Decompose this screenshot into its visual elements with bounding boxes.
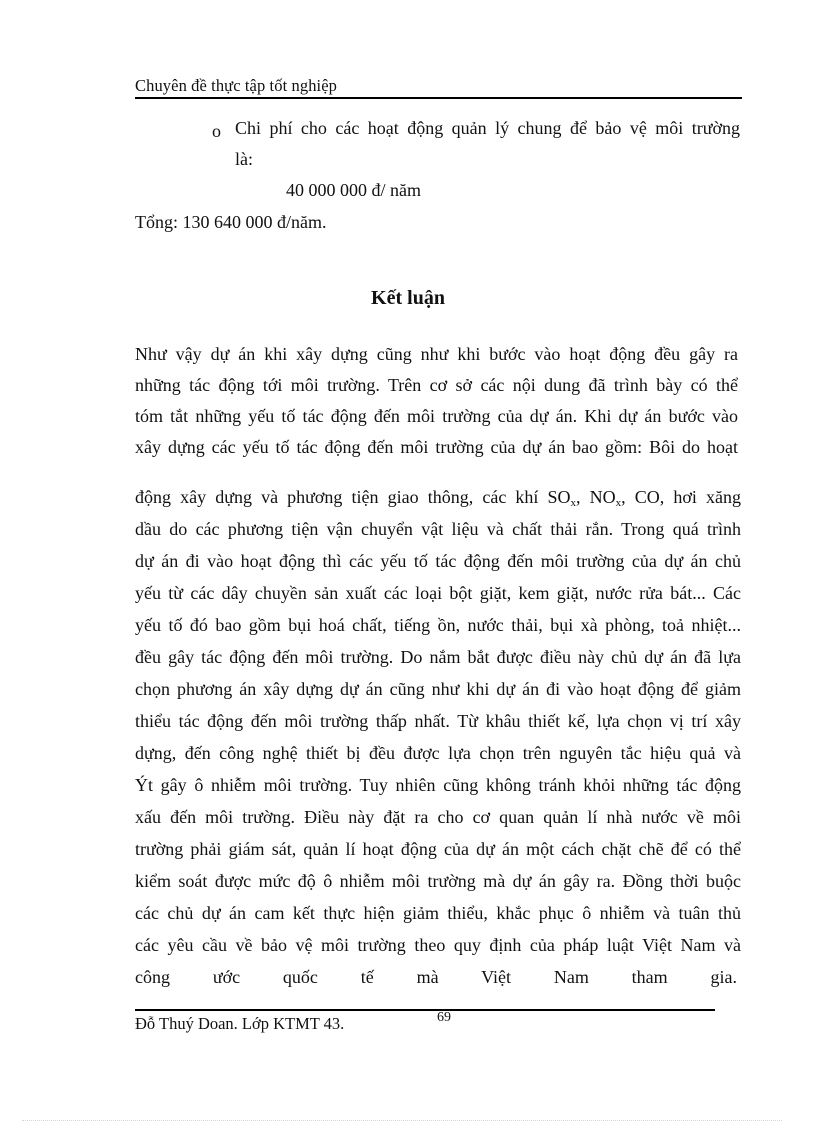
paragraph-line: trường phải giám sát, quản lí hoạt động của dự án một cách chặt chẽ để có thể: [135, 839, 741, 859]
running-header: Chuyên đề thực tập tốt nghiệp: [135, 76, 338, 95]
cost-item-line-1: Chi phí cho các hoạt động quản lý chung để bảo vệ môi trường: [235, 118, 740, 138]
paragraph-line: xấu đến môi trường. Điều này đặt ra cho cơ quan quản lí nhà nước về môi: [135, 807, 741, 827]
paragraph-line: Ýt gây ô nhiễm môi trường. Tuy nhiên cũng không tránh khỏi những tác động: [135, 775, 741, 795]
paragraph-line: dầu do các phương tiện vận chuyển vật liệu và chất thải rắn. Trong quá trình: [135, 519, 741, 539]
footer-author: Đỗ Thuý Doan. Lớp KTMT 43.: [135, 1014, 345, 1033]
paragraph-line: Như vậy dự án khi xây dựng cũng như khi bước vào hoạt động đều gây ra: [135, 344, 738, 364]
paragraph-line: thiểu tác động đến môi trường thấp nhất. Từ khâu thiết kế, lựa chọn vị trí xây: [135, 711, 741, 731]
text-run: , CO, hơi xăng: [621, 487, 741, 507]
footer-rule: [135, 1009, 715, 1011]
paragraph-line: chọn phương án xây dựng dự án cũng như khi dự án đi vào hoạt động để giảm: [135, 679, 741, 699]
paragraph-line: đều gây tác động đến môi trường. Do nắm bắt được điều này chủ dự án đã lựa: [135, 647, 741, 667]
text-run: , NO: [576, 487, 616, 507]
section-title: Kết luận: [371, 287, 445, 309]
bullet-symbol: o: [212, 121, 221, 141]
page-bottom-border: [22, 1120, 782, 1121]
paragraph-line-with-subscripts: [135, 484, 741, 510]
subscript: x: [570, 497, 577, 509]
paragraph-line: dựng, đến công nghệ thiết bị đều được lựa chọn trên nguyên tắc hiệu quả và: [135, 743, 741, 763]
cost-item-amount: 40 000 000 đ/ năm: [286, 180, 421, 200]
paragraph-line: các yêu cầu về bảo vệ môi trường theo quy định của pháp luật Việt Nam và: [135, 935, 741, 955]
paragraph-line: tóm tắt những yếu tố tác động đến môi trường của dự án. Khi dự án bước vào: [135, 406, 738, 426]
paragraph-line: yếu từ các dây chuyền sản xuất các loại bột giặt, kem giặt, nước rửa bát... Các: [135, 583, 741, 603]
page-number: 69: [437, 1010, 451, 1025]
subscript: x: [615, 497, 622, 509]
paragraph-line: xây dựng các yếu tố tác động đến môi trường của dự án bao gồm: Bôi do hoạt: [135, 437, 738, 457]
paragraph-line: những tác động tới môi trường. Trên cơ sở các nội dung đã trình bày có thể: [135, 375, 738, 395]
paragraph-line: yếu tố đó bao gồm bụi hoá chất, tiếng ồn, nước thải, bụi xà phòng, toả nhiệt...: [135, 615, 741, 635]
paragraph-line: dự án đi vào hoạt động thì các yếu tố tác động đến môi trường của dự án chủ: [135, 551, 741, 571]
paragraph-line: kiểm soát được mức độ ô nhiễm môi trường mà dự án gây ra. Đồng thời buộc: [135, 871, 741, 891]
paragraph-line: các chủ dự án cam kết thực hiện giảm thiểu, khắc phục ô nhiễm và tuân thủ: [135, 903, 741, 923]
total-cost: Tổng: 130 640 000 đ/năm.: [135, 212, 327, 232]
paragraph-line: công ước quốc tế mà Việt Nam tham gia.: [135, 967, 737, 987]
header-rule: [135, 97, 742, 99]
text-run: động xây dựng và phương tiện giao thông, các khí SO: [135, 487, 571, 507]
cost-item-line-2: là:: [235, 149, 253, 169]
